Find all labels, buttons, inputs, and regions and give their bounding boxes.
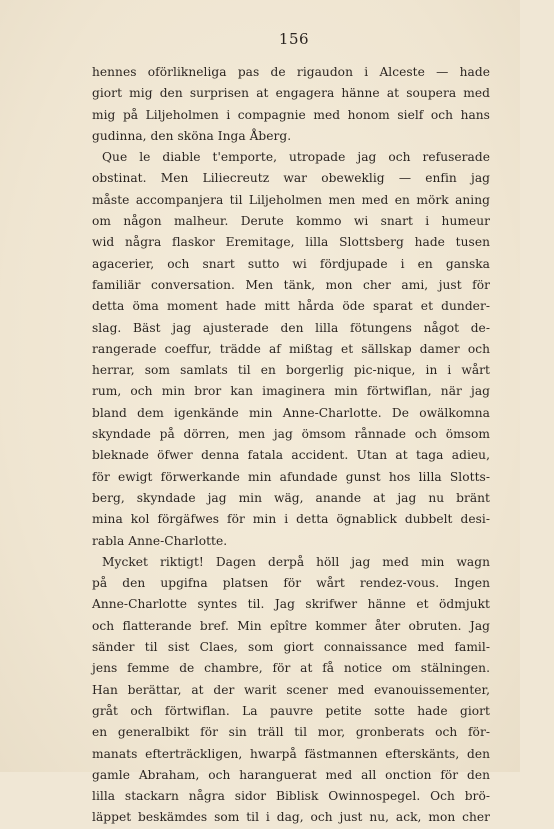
text-line: obstinat. Men Liliecreutz war obeweklig — enfin jag [92,171,490,186]
text-line: gråt och förtwiflan. La pauvre petite sotte hade giort [92,703,490,718]
text-line: detta öma moment hade mitt hårda öde sparat et dunder- [92,299,490,314]
text-line: rum, och min bror kan imaginera min förtwiflan, när jag [92,384,490,399]
text-line: lilla stackarn några sidor Biblisk Owinnospegel. Och brö- [92,789,490,804]
text-line: och flatterande bref. Min epître kommer åter obruten. Jag [92,618,490,633]
text-line: bland dem igenkände min Anne-Charlotte. De owälkomna [92,405,490,420]
text-line: mig på Liljeholmen i compagnie med honom sielf och hans [92,107,490,122]
text-line: för ewigt förwerkande min afundade gunst hos lilla Slotts- [92,469,490,484]
text-line: familiär conversation. Men tänk, mon cher ami, just för [92,277,490,292]
text-line: Mycket riktigt! Dagen derpå höll jag med min wagn [102,554,490,569]
text-line: gudinna, den sköna Inga Åberg. [92,128,292,143]
text-line: rabla Anne-Charlotte. [92,533,228,548]
text-line: Han berättar, at der warit scener med evanouissementer, [92,682,490,697]
text-line: måste accompanjera til Liljeholmen men med en mörk aning [92,192,490,207]
text-line: manats efterträckligen, hwarpå fästmannen efterskänts, den [92,746,490,761]
text-line: Que le diable t'emporte, utropade jag och refuserade [102,150,490,165]
text-line: Anne-Charlotte syntes til. Jag skrifwer hänne et ödmjukt [92,597,490,612]
text-line: jens femme de chambre, för at få notice om stälningen. [92,661,490,676]
text-line: sänder til sist Claes, som giort connaissance med famil- [92,640,490,655]
text-line: slag. Bäst jag ajusterade den lilla fötungens något de- [92,320,490,335]
text-line: mina kol förgäfwes för min i detta ögnablick dubbelt desi- [92,512,490,527]
text-line: skyndade på dörren, men jag ömsom rånnade och ömsom [92,427,490,442]
text-line: herrar, som samlats til en borgerlig pic-nique, in i wårt [92,363,490,378]
text-line: rangerade coeffur, trädde af mißtag et sällskap damer och [92,341,490,356]
text-line: hennes oförlikneliga pas de rigaudon i Alceste — hade [92,65,490,79]
text-line: en generalbikt för sin träll til mor, gronberats och för- [92,725,490,740]
text-line: läppet beskämdes som til i dag, och just nu, ack, mon cher [92,810,490,825]
text-line: på den upgifna platsen för wårt rendez-vous. Ingen [92,576,490,591]
text-line: giort mig den surprisen at engagera hänne at soupera med [92,86,490,101]
text-line: agacerier, och snart sutto wi fördjupade i en ganska [92,256,490,271]
text-line: bleknade öfwer denna fatala accident. Utan at taga adieu, [92,448,490,463]
text-line: gamle Abraham, och haranguerat med all onction för den [92,767,490,782]
body-text [92,62,490,829]
page-number: 156 [278,30,310,48]
text-line: berg, skyndade jag min wäg, anande at jag nu bränt [92,490,490,505]
text-line: wid några flaskor Eremitage, lilla Slottsberg hade tusen [92,235,490,250]
text-line: om någon malheur. Derute kommo wi snart i humeur [92,214,490,229]
